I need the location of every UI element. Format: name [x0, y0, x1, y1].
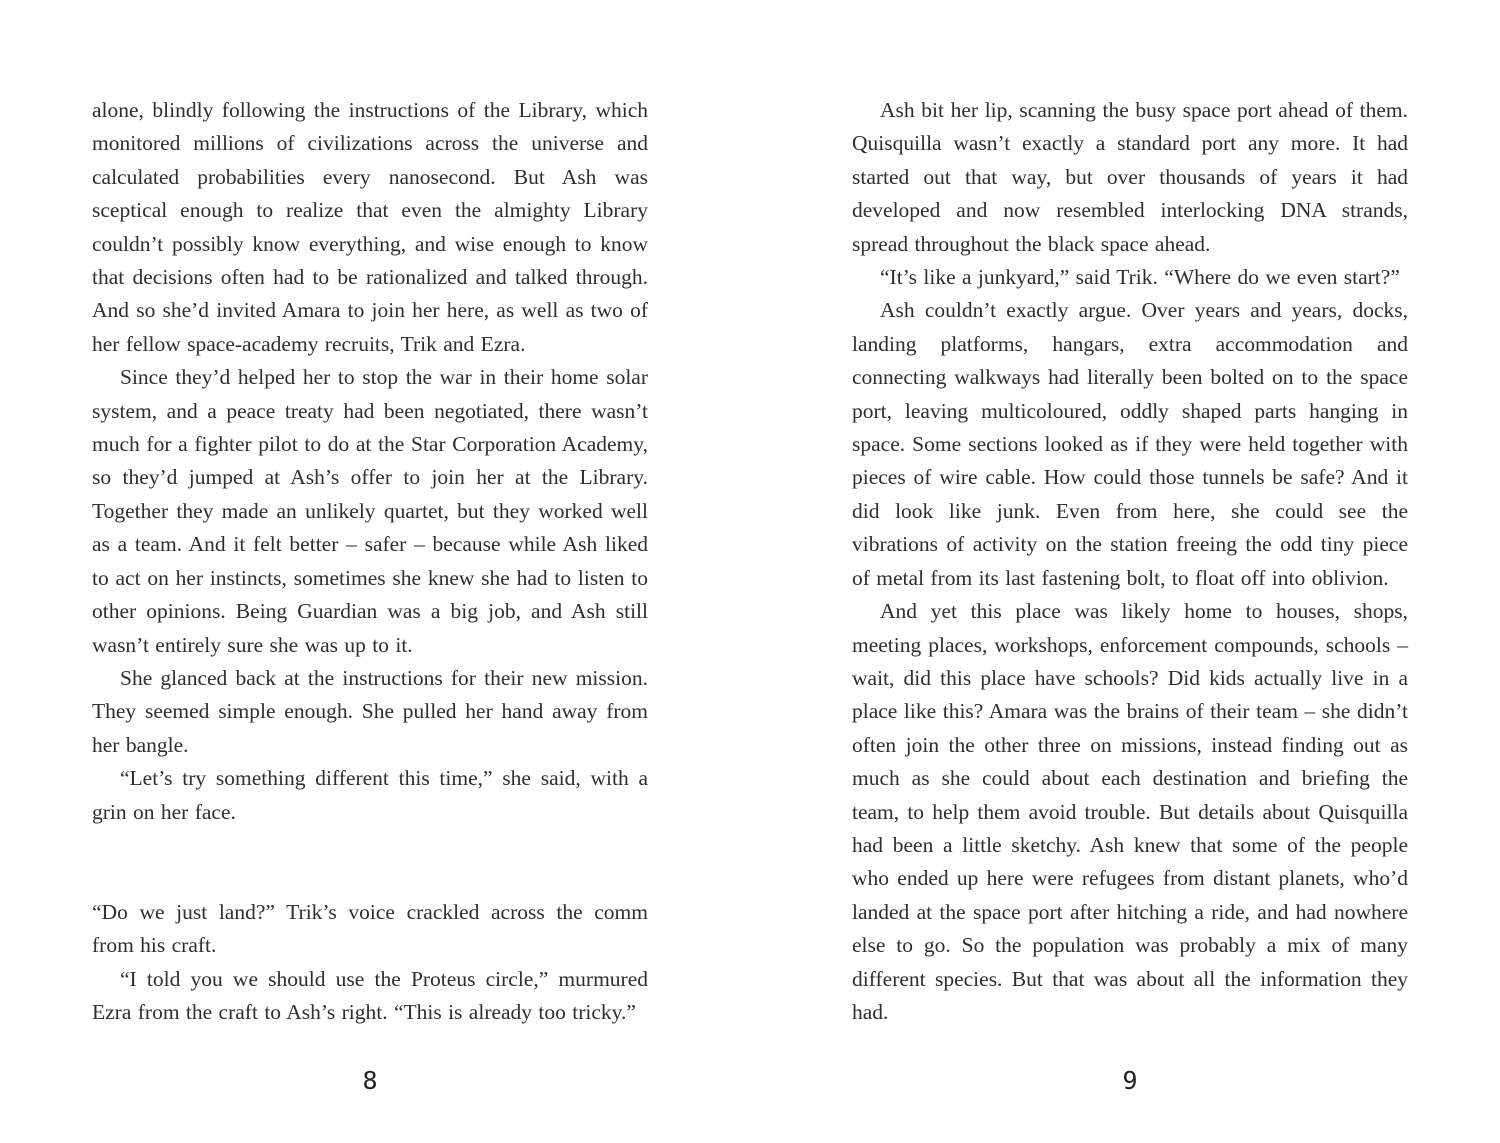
- paragraph: She glanced back at the instructions for their new mission. They seemed simple enough. She pulled her hand away from her bangle.: [92, 665, 648, 757]
- page-left: [92, 94, 648, 1099]
- paragraph: “It’s like a junkyard,” said Trik. “Where do we even start?”: [880, 265, 1400, 290]
- paragraph-scene-break: “Do we just land?” Trik’s voice crackled across the comm from his craft.: [92, 899, 648, 958]
- paragraph: “Let’s try something different this time,” she said, with a grin on her face.: [92, 766, 648, 824]
- paragraph: “I told you we should use the Proteus circle,” murmured Ezra from the craft to Ash’s right. “This is already too tricky.”: [92, 966, 648, 1025]
- page-number-right: 9: [1122, 1066, 1138, 1095]
- page-right: [852, 94, 1408, 1099]
- paragraph: And yet this place was likely home to houses, shops, meeting places, workshops, enforcement compounds, schools – wait, did this place have schools? Did kids actually live in a place like this? Amara was the brains of their team – she didn’t often join the other three on missions, instead finding out as much as she could about each destination and briefing the team, to help them avoid trouble. But details about Quisquilla had been a little sketchy. Ash knew that some of the people who ended up here were refugees from distant planets, who’d landed at the space port after hitching a ride, and had nowhere else to go. So the population was probably a mix of many different species. But that was about all the information they had.: [852, 599, 1408, 1024]
- page-number-left: 8: [362, 1066, 378, 1095]
- text-column-left: [92, 94, 648, 1030]
- paragraph: Ash couldn’t exactly argue. Over years and years, docks, landing platforms, hangars, extra accommodation and connecting walkways had literally been bolted on to the space port, leaving multicoloured, oddly shaped parts hanging in space. Some sections looked as if they were held together with pieces of wire cable. How could those tunnels be safe? And it did look like junk. Even from here, she could see the vibrations of activity on the station freeing the odd tiny piece of metal from its last fastening bolt, to float off into oblivion.: [852, 298, 1408, 590]
- text-column-right: [852, 94, 1408, 1029]
- paragraph: Ash bit her lip, scanning the busy space port ahead of them. Quisquilla wasn’t exactly a standard port any more. It had started out that way, but over thousands of years it had developed and now resembled interlocking DNA strands, spread throughout the black space ahead.: [852, 98, 1408, 256]
- paragraph: alone, blindly following the instructions of the Library, which monitored millions of civilizations across the universe and calculated probabilities every nanosecond. But Ash was sceptical enough to realize that even the almighty Library couldn’t possibly know everything, and wise enough to know that decisions often had to be rationalized and talked through. And so she’d invited Amara to join her here, as well as two of her fellow space-academy recruits, Trik and Ezra.: [92, 98, 648, 356]
- paragraph: Since they’d helped her to stop the war in their home solar system, and a peace treaty had been negotiated, there wasn’t much for a fighter pilot to do at the Star Corporation Academy, so they’d jumped at Ash’s offer to join her at the Library. Together they made an unlikely quartet, but they worked well as a team. And it felt better – safer – because while Ash liked to act on her instincts, sometimes she knew she had to listen to other opinions. Being Guardian was a big job, and Ash still wasn’t entirely sure she was up to it.: [92, 365, 648, 657]
